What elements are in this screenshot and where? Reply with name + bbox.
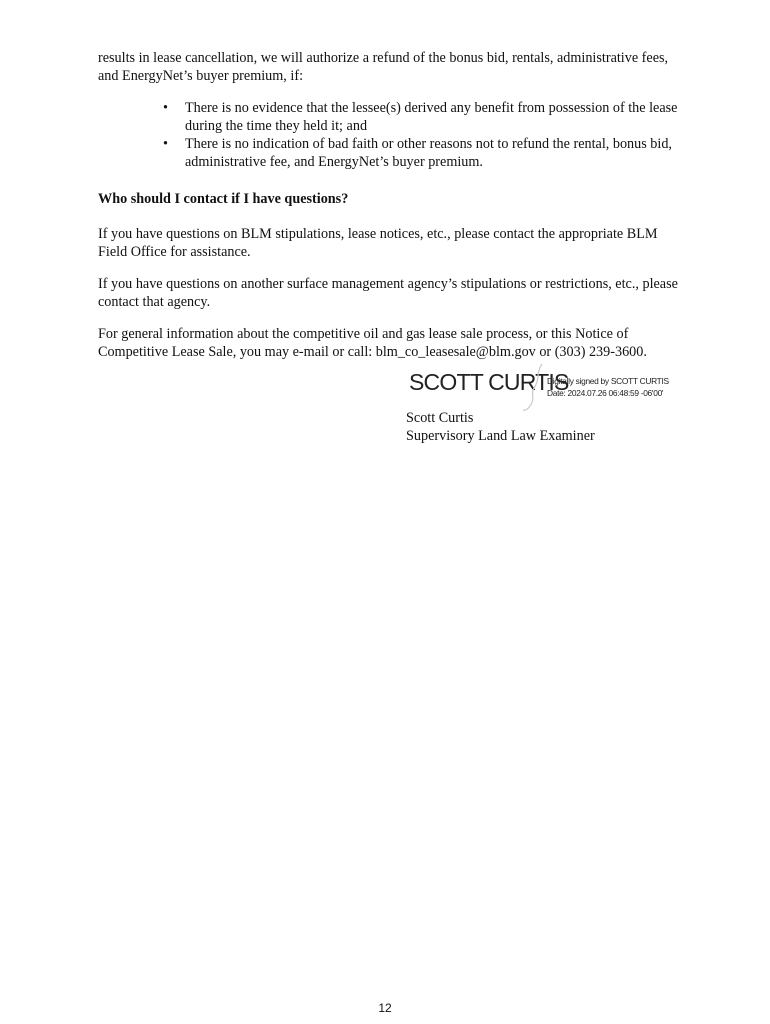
list-item-text: There is no indication of bad faith or other reasons not to refund the rental, bonus bid, administrative fee, and EnergyNet’s buyer premium. xyxy=(185,136,672,170)
agency-contact-paragraph: If you have questions on another surface management agency’s stipulations or restrictions, etc., please contact that agency. xyxy=(98,276,678,310)
list-item xyxy=(163,135,683,171)
signer-title: Supervisory Land Law Examiner xyxy=(406,428,595,444)
signature-stroke-icon xyxy=(520,362,550,412)
signature-name: SCOTT CURTIS xyxy=(409,369,569,395)
digital-signature[interactable] xyxy=(405,362,705,412)
signature-date: Date: 2024.07.26 06:48:59 -06'00' xyxy=(547,388,664,398)
list-item-text: There is no evidence that the lessee(s) derived any benefit from possession of the lease during the time they held it; and xyxy=(185,100,678,134)
intro-paragraph: results in lease cancellation, we will authorize a refund of the bonus bid, rentals, administrative fees, and EnergyNet’s buyer premium, if: xyxy=(98,50,669,84)
general-info-paragraph: For general information about the competitive oil and gas lease sale process, or this Notice of Competitive Lease Sale, you may e-mail or call: blm_co_leasesale@blm.gov or (303) 239-3600. xyxy=(98,326,647,360)
bullet-icon: • xyxy=(163,136,168,152)
signature-signed-by: Digitally signed by SCOTT CURTIS xyxy=(547,376,669,386)
list-item xyxy=(163,99,683,135)
page-number: 12 xyxy=(378,1001,392,1015)
blm-contact-paragraph: If you have questions on BLM stipulations, lease notices, etc., please contact the appropriate BLM Field Office for assistance. xyxy=(98,226,658,260)
section-heading: Who should I contact if I have questions? xyxy=(98,191,349,207)
signer-block xyxy=(406,409,595,445)
signer-name: Scott Curtis xyxy=(406,410,474,426)
signature-details xyxy=(547,375,669,399)
refund-conditions-list xyxy=(163,99,683,171)
bullet-icon: • xyxy=(163,100,168,116)
